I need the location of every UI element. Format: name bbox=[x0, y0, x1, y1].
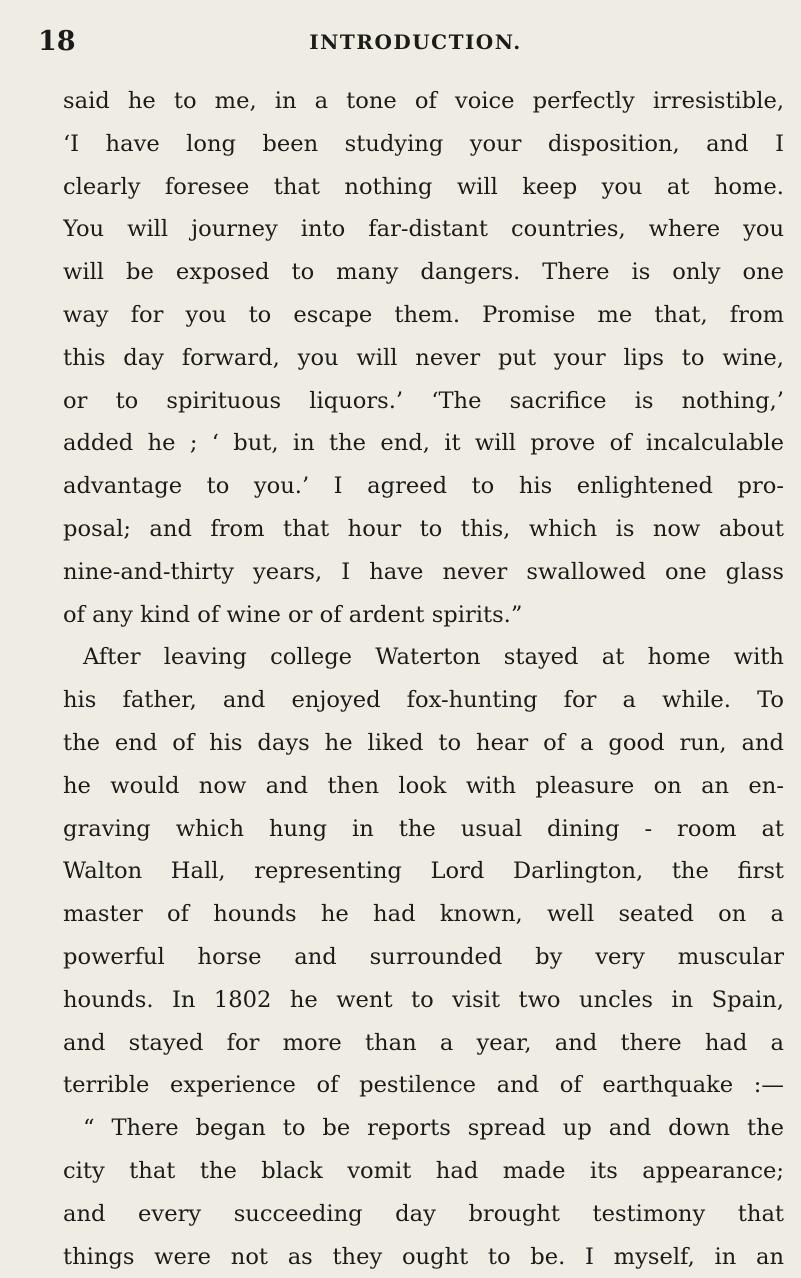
text-line: hounds. In 1802 he went to visit two uncles in Spain, bbox=[63, 986, 784, 1013]
text-line: way for you to escape them. Promise me that, from bbox=[63, 301, 784, 328]
text-line: things were not as they ought to be. I myself, in an bbox=[63, 1243, 784, 1270]
text-line: of any kind of wine or of ardent spirits.” bbox=[63, 601, 523, 628]
text-line: terrible experience of pestilence and of earthquake :— bbox=[63, 1072, 784, 1099]
text-line: or to spirituous liquors.’ ‘The sacrifice is nothing,’ bbox=[63, 387, 784, 414]
text-line: he would now and then look with pleasure on an en- bbox=[63, 772, 784, 799]
text-line: will be exposed to many dangers. There is only one bbox=[63, 259, 784, 286]
text-line: the end of his days he liked to hear of a good run, and bbox=[63, 729, 784, 756]
text-line: and every succeeding day brought testimony that bbox=[63, 1200, 784, 1227]
paragraph-start-line: After leaving college Waterton stayed at home with bbox=[83, 644, 784, 671]
page-number: 18 bbox=[38, 26, 76, 57]
text-line: powerful horse and surrounded by very muscular bbox=[63, 943, 784, 970]
text-line: his father, and enjoyed fox-hunting for a while. To bbox=[63, 687, 784, 714]
body-text bbox=[63, 80, 784, 1278]
text-line: master of hounds he had known, well seated on a bbox=[63, 901, 784, 928]
text-line: advantage to you.’ I agreed to his enlightened pro- bbox=[63, 473, 784, 500]
text-line: said he to me, in a tone of voice perfectly irresistible, bbox=[63, 88, 784, 114]
quotation-start-line: “ There began to be reports spread up and down the bbox=[83, 1115, 784, 1142]
text-line: city that the black vomit had made its appearance; bbox=[63, 1157, 784, 1184]
text-line: graving which hung in the usual dining - room at bbox=[63, 815, 784, 842]
text-line: this day forward, you will never put your lips to wine, bbox=[63, 344, 784, 371]
running-title: INTRODUCTION. bbox=[309, 30, 522, 54]
text-line: and stayed for more than a year, and there had a bbox=[63, 1029, 784, 1056]
text-line: You will journey into far-distant countries, where you bbox=[63, 216, 784, 243]
text-line: added he ; ‘ but, in the end, it will prove of incalculable bbox=[63, 430, 784, 457]
text-line: ‘I have long been studying your disposition, and I bbox=[63, 130, 784, 157]
text-line: nine-and-thirty years, I have never swallowed one glass bbox=[63, 558, 784, 585]
text-line: posal; and from that hour to this, which is now about bbox=[63, 515, 784, 542]
text-line: Walton Hall, representing Lord Darlington, the first bbox=[63, 858, 784, 885]
text-line: clearly foresee that nothing will keep you at home. bbox=[63, 173, 784, 200]
